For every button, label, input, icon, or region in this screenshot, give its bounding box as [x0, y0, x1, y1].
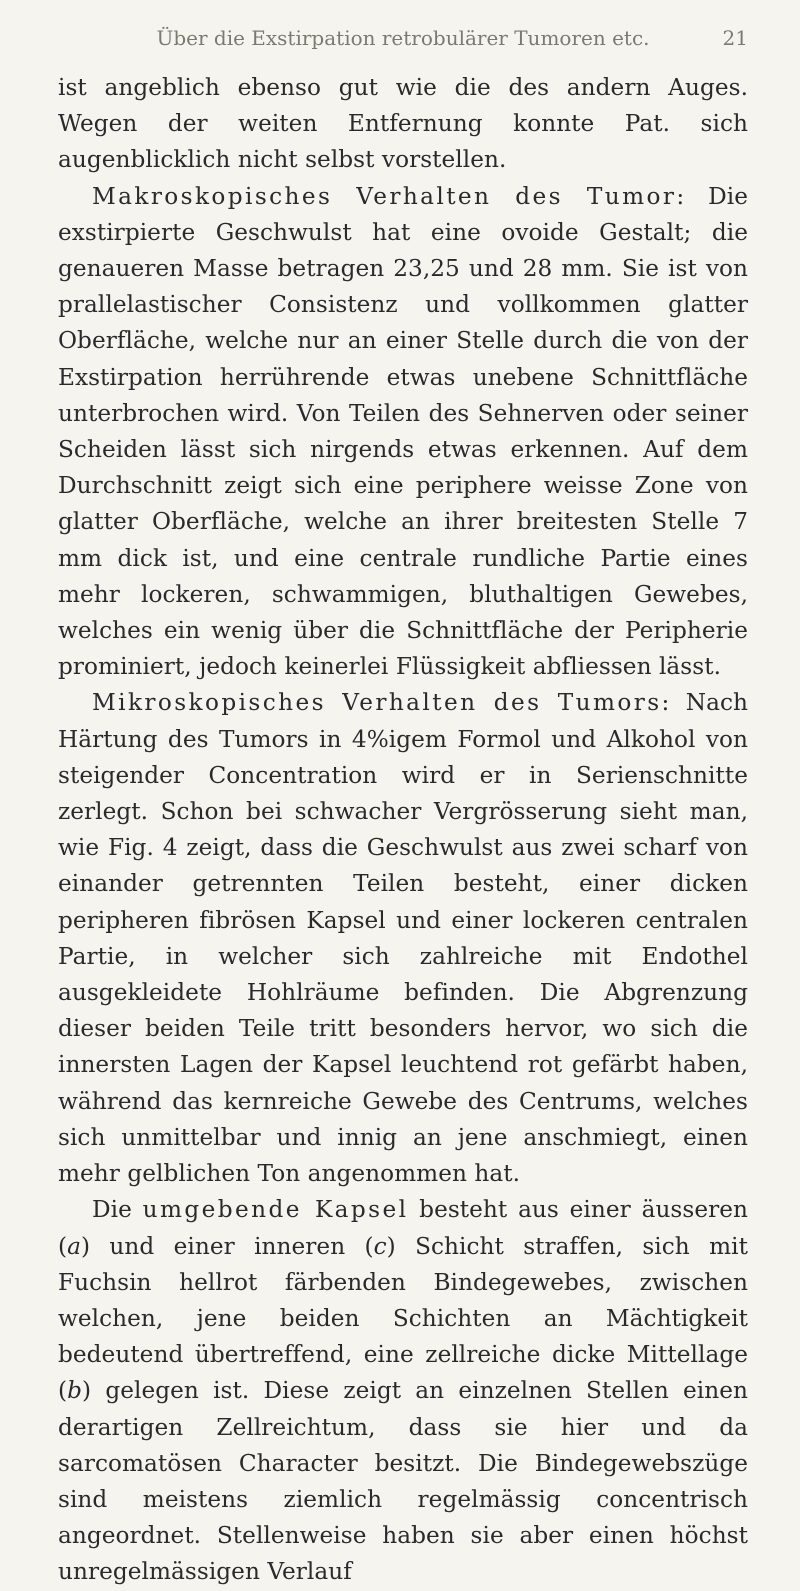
paragraph-3 — [58, 685, 748, 1192]
paragraph-4-c: ) Schicht straffen, sich mit Fuchsin hellrot färbenden Bindegewebes, zwischen welchen, jene beiden Schichten an Mächtigkeit bedeutend übertreffend, eine zellreiche dicke Mittellage ( — [58, 1232, 748, 1405]
paragraph-4-pre: Die — [92, 1196, 143, 1224]
paragraph-4-a: besteht aus einer äusseren ( — [58, 1196, 748, 1260]
paragraph-3-text: Nach Härtung des Tumors in 4%igem Formol und Alkohol von steigender Concentration wird er in Serienschnitte zerlegt. Schon bei schwacher Vergrösserung sieht man, wie Fig. 4 zeigt, dass die Geschwulst aus zwei scharf von einander getrennten Teilen besteht, einer dicken peripheren fibrösen Kapsel und einer lockeren centralen Partie, in welcher sich zahlreiche mit Endothel ausgekleidete Hohlräume befinden. Die Abgrenzung dieser beiden Teile tritt besonders hervor, wo sich die innersten Lagen der Kapsel leuchtend rot gefärbt haben, während das kernreiche Gewebe des Centrums, welches sich unmittelbar und innig an jene anschmiegt, einen mehr gelblichen Ton angenommen hat. — [58, 689, 748, 1188]
paragraph-1 — [58, 70, 748, 179]
label-a: a — [67, 1232, 81, 1260]
page-number: 21 — [722, 26, 748, 50]
paragraph-4-b: ) und einer inneren ( — [80, 1232, 374, 1260]
section-heading-macroscopic: Makroskopisches Verhalten des Tumor: — [92, 182, 687, 210]
running-title: Über die Exstirpation retrobulärer Tumoren etc. — [156, 26, 650, 50]
paragraph-2 — [58, 179, 748, 686]
paragraph-1-text: ist angeblich ebenso gut wie die des andern Auges. Wegen der weiten Entfernung konnte Pat. sich augenblicklich nicht selbst vorstellen. — [58, 74, 748, 174]
paragraph-4 — [58, 1192, 748, 1590]
paragraph-2-text: Die exstirpierte Geschwulst hat eine ovoide Gestalt; die genaueren Masse betragen 23,25 und 28 mm. Sie ist von prallelastischer Consistenz und vollkommen glatter Oberfläche, welche nur an einer Stelle durch die von der Exstirpation herrührende etwas unebene Schnittfläche unterbrochen wird. Von Teilen des Sehnerven oder seiner Scheiden lässt sich nirgends etwas erkennen. Auf dem Durchschnitt zeigt sich eine periphere weisse Zone von glatter Oberfläche, welche an ihrer breitesten Stelle 7 mm dick ist, und eine centrale rundliche Partie eines mehr lockeren, schwammigen, bluthaltigen Gewebes, welches ein wenig über die Schnittfläche der Peripherie prominiert, jedoch keinerlei Flüssigkeit abfliessen lässt. — [58, 182, 748, 681]
page — [58, 26, 748, 1591]
body-text — [58, 70, 748, 1591]
paragraph-4-d: ) gelegen ist. Diese zeigt an einzelnen Stellen einen derartigen Zellreichtum, dass sie hier und da sarcomatösen Character besitzt. Die Bindegewebszüge sind meistens ziemlich regelmässig concentrisch angeordnet. Stellenweise haben sie aber einen höchst unregelmässigen Verlauf — [58, 1377, 748, 1586]
section-heading-microscopic: Mikroskopisches Verhalten des Tumors: — [92, 689, 672, 717]
label-c: c — [373, 1232, 387, 1260]
label-b: b — [67, 1377, 83, 1405]
running-header — [58, 26, 748, 70]
term-umgebende-kapsel: umgebende Kapsel — [142, 1196, 409, 1224]
